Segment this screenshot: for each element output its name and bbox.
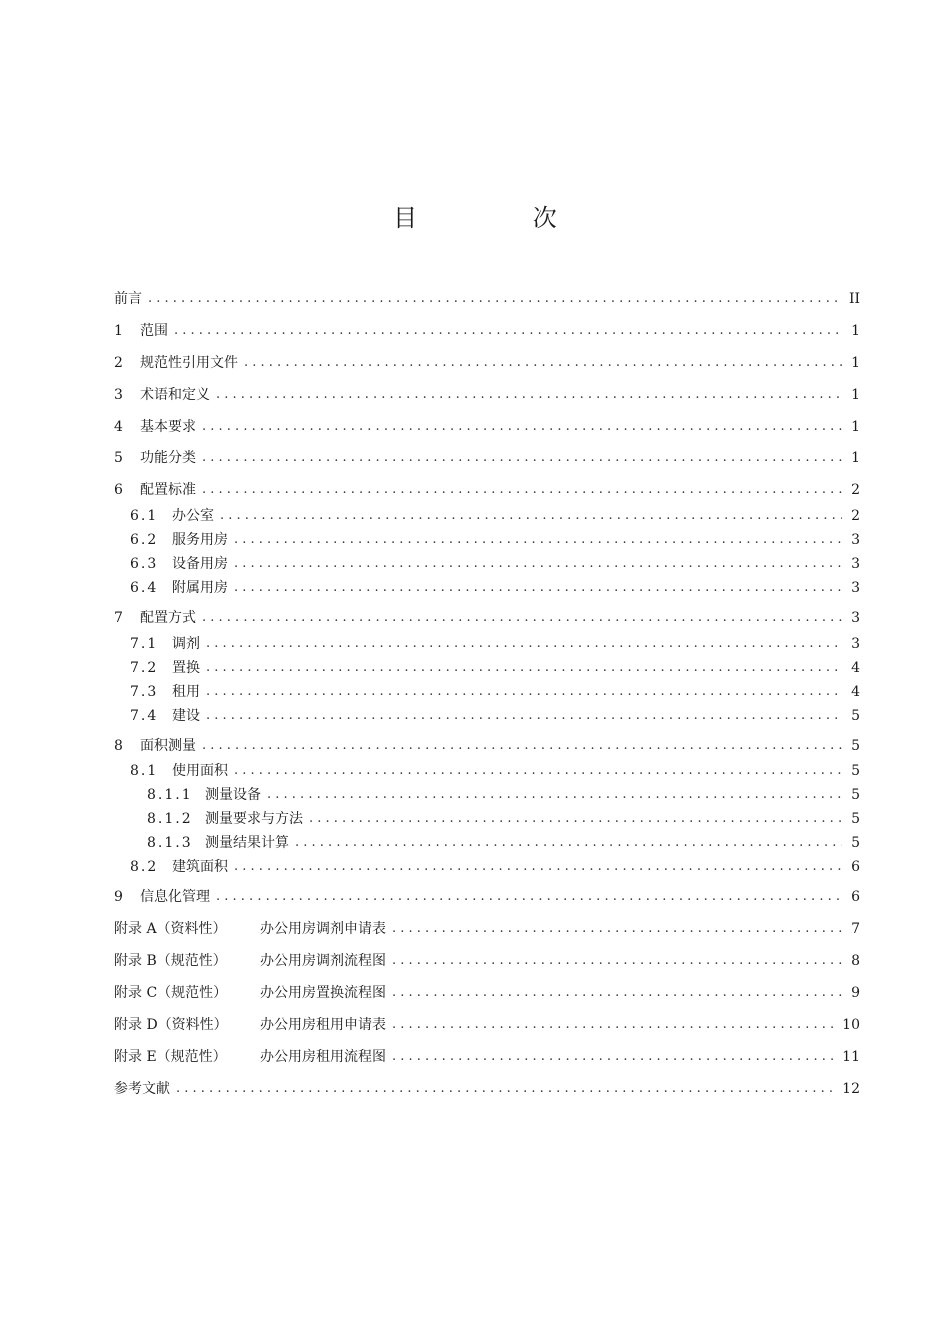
dot-leader	[309, 808, 842, 830]
toc-appendix-entry[interactable]	[114, 1014, 860, 1036]
toc-entry-title: 办公用房置换流程图	[260, 985, 386, 1001]
dot-leader	[148, 288, 842, 310]
toc-entry-page: 3	[851, 532, 860, 548]
toc-subentry[interactable]	[114, 760, 860, 782]
toc-subentry[interactable]	[114, 681, 860, 703]
toc-entry-page: 1	[851, 323, 860, 339]
toc-entry[interactable]	[114, 607, 860, 629]
toc-entry-title: 配置标准	[140, 482, 196, 498]
toc-entry-number: 5	[114, 450, 125, 466]
dot-leader	[174, 320, 842, 342]
dot-leader	[216, 384, 842, 406]
toc-entry-page: 9	[851, 985, 860, 1001]
dot-leader	[234, 856, 842, 878]
toc-entry-title: 前言	[114, 291, 142, 307]
toc-subentry[interactable]	[114, 633, 860, 655]
toc-entry-bibliography[interactable]	[114, 1078, 860, 1100]
toc-entry-number: 8.1.2	[147, 811, 193, 827]
dot-leader	[206, 681, 842, 703]
toc-entry-page: 1	[851, 419, 860, 435]
toc-entry-title: 办公用房调剂流程图	[260, 953, 386, 969]
toc-entry-title: 功能分类	[140, 450, 196, 466]
toc-entry-title: 范围	[140, 323, 168, 339]
dot-leader	[202, 479, 842, 501]
toc-entry-page: II	[848, 291, 860, 307]
toc-entry-page: 1	[851, 355, 860, 371]
toc-subsubentry[interactable]	[114, 808, 860, 830]
dot-leader	[206, 633, 842, 655]
toc-entry-title: 置换	[172, 660, 200, 676]
toc-appendix-label: 附录 B（规范性）	[114, 953, 227, 969]
toc-entry-page: 5	[851, 835, 860, 851]
toc-subsubentry[interactable]	[114, 832, 860, 854]
toc-entry-page: 5	[851, 787, 860, 803]
toc-entry-title: 配置方式	[140, 610, 196, 626]
toc-entry-number: 7.2	[130, 660, 159, 676]
toc-entry-number: 1	[114, 323, 125, 339]
toc-entry-page: 4	[851, 660, 860, 676]
toc-entry-foreword[interactable]	[114, 288, 860, 310]
toc-subentry[interactable]	[114, 657, 860, 679]
toc-subsubentry[interactable]	[114, 784, 860, 806]
toc-appendix-entry[interactable]	[114, 1046, 860, 1068]
toc-entry-number: 8.1.3	[147, 835, 193, 851]
toc-entry-title: 调剂	[172, 636, 200, 652]
dot-leader	[206, 705, 842, 727]
toc-entry-number: 8.1.1	[147, 787, 193, 803]
toc-entry-title: 租用	[172, 684, 200, 700]
toc-entry-page: 8	[851, 953, 860, 969]
toc-entry-number: 4	[114, 419, 125, 435]
toc-entry-title: 办公用房调剂申请表	[260, 921, 386, 937]
toc-entry-number: 7.3	[130, 684, 159, 700]
dot-leader	[202, 447, 842, 469]
toc-entry[interactable]	[114, 886, 860, 908]
toc-entry-number: 6.2	[130, 532, 159, 548]
toc-entry-page: 5	[851, 708, 860, 724]
toc-entry-number: 2	[114, 355, 125, 371]
toc-entry-number: 7	[114, 610, 125, 626]
toc-subentry[interactable]	[114, 553, 860, 575]
dot-leader	[206, 657, 842, 679]
toc-entry-title: 服务用房	[172, 532, 228, 548]
toc-entry-title: 术语和定义	[140, 387, 210, 403]
toc-entry-title: 建筑面积	[172, 859, 228, 875]
dot-leader	[234, 760, 842, 782]
dot-leader	[176, 1078, 836, 1100]
toc-entry-number: 6.1	[130, 508, 159, 524]
toc-entry-page: 2	[851, 508, 860, 524]
toc-entry-page: 3	[851, 636, 860, 652]
toc-subentry[interactable]	[114, 505, 860, 527]
dot-leader	[216, 886, 842, 908]
toc-entry[interactable]	[114, 416, 860, 438]
toc-subentry[interactable]	[114, 577, 860, 599]
toc-entry-page: 3	[851, 580, 860, 596]
dot-leader	[392, 918, 842, 940]
toc-entry-number: 6.3	[130, 556, 159, 572]
dot-leader	[202, 416, 842, 438]
toc-entry-page: 2	[851, 482, 860, 498]
toc-entry-page: 7	[851, 921, 860, 937]
toc-entry-page: 3	[851, 610, 860, 626]
toc-entry-title: 信息化管理	[140, 889, 210, 905]
dot-leader	[234, 577, 842, 599]
toc-appendix-label: 附录 E（规范性）	[114, 1049, 227, 1065]
toc-entry-number: 8.2	[130, 859, 159, 875]
toc-entry-number: 6	[114, 482, 125, 498]
toc-entry-title: 规范性引用文件	[140, 355, 238, 371]
toc-subentry[interactable]	[114, 856, 860, 878]
toc-entry-title: 办公室	[172, 508, 214, 524]
toc-appendix-label: 附录 D（资料性）	[114, 1017, 228, 1033]
toc-entry-page: 5	[851, 811, 860, 827]
toc-entry-title: 基本要求	[140, 419, 196, 435]
dot-leader	[392, 982, 842, 1004]
toc-entry[interactable]	[114, 352, 860, 374]
toc-entry-page: 3	[851, 556, 860, 572]
toc-entry-page: 5	[851, 763, 860, 779]
toc-entry-title: 办公用房租用流程图	[260, 1049, 386, 1065]
page-title: 目 次	[393, 204, 611, 232]
toc-entry-title: 测量设备	[205, 787, 261, 803]
toc-entry-page: 6	[851, 889, 860, 905]
toc-entry[interactable]	[114, 320, 860, 342]
dot-leader	[295, 832, 842, 854]
dot-leader	[234, 529, 842, 551]
dot-leader	[392, 950, 842, 972]
toc-entry[interactable]	[114, 384, 860, 406]
toc-entry-title: 测量结果计算	[205, 835, 289, 851]
dot-leader	[202, 607, 842, 629]
toc-entry[interactable]	[114, 735, 860, 757]
toc-appendix-entry[interactable]	[114, 918, 860, 940]
toc-subentry[interactable]	[114, 529, 860, 551]
dot-leader	[220, 505, 842, 527]
dot-leader	[392, 1014, 836, 1036]
toc-entry-page: 5	[851, 738, 860, 754]
dot-leader	[267, 784, 842, 806]
toc-entry-title: 参考文献	[114, 1081, 170, 1097]
toc-entry-number: 7.1	[130, 636, 159, 652]
toc-entry[interactable]	[114, 447, 860, 469]
dot-leader	[202, 735, 842, 757]
toc-entry-number: 6.4	[130, 580, 159, 596]
toc-entry-number: 8	[114, 738, 125, 754]
toc-entry-title: 测量要求与方法	[205, 811, 303, 827]
dot-leader	[244, 352, 842, 374]
toc-entry-page: 12	[842, 1081, 860, 1097]
dot-leader	[392, 1046, 836, 1068]
toc-subentry[interactable]	[114, 705, 860, 727]
toc-entry[interactable]	[114, 479, 860, 501]
toc-appendix-entry[interactable]	[114, 950, 860, 972]
toc-appendix-entry[interactable]	[114, 982, 860, 1004]
toc-appendix-label: 附录 A（资料性）	[114, 921, 227, 937]
toc-entry-title: 设备用房	[172, 556, 228, 572]
toc-entry-number: 9	[114, 889, 125, 905]
toc-entry-page: 1	[851, 450, 860, 466]
toc-entry-title: 建设	[172, 708, 200, 724]
toc-entry-number: 8.1	[130, 763, 159, 779]
toc-entry-number: 3	[114, 387, 125, 403]
toc-entry-title: 面积测量	[140, 738, 196, 754]
toc-entry-page: 10	[842, 1017, 860, 1033]
toc-entry-title: 附属用房	[172, 580, 228, 596]
toc-entry-number: 7.4	[130, 708, 159, 724]
toc-entry-page: 11	[842, 1049, 860, 1065]
toc-entry-page: 4	[851, 684, 860, 700]
toc-entry-page: 6	[851, 859, 860, 875]
dot-leader	[234, 553, 842, 575]
toc-entry-page: 1	[851, 387, 860, 403]
toc-entry-title: 使用面积	[172, 763, 228, 779]
toc-entry-title: 办公用房租用申请表	[260, 1017, 386, 1033]
toc-appendix-label: 附录 C（规范性）	[114, 985, 228, 1001]
